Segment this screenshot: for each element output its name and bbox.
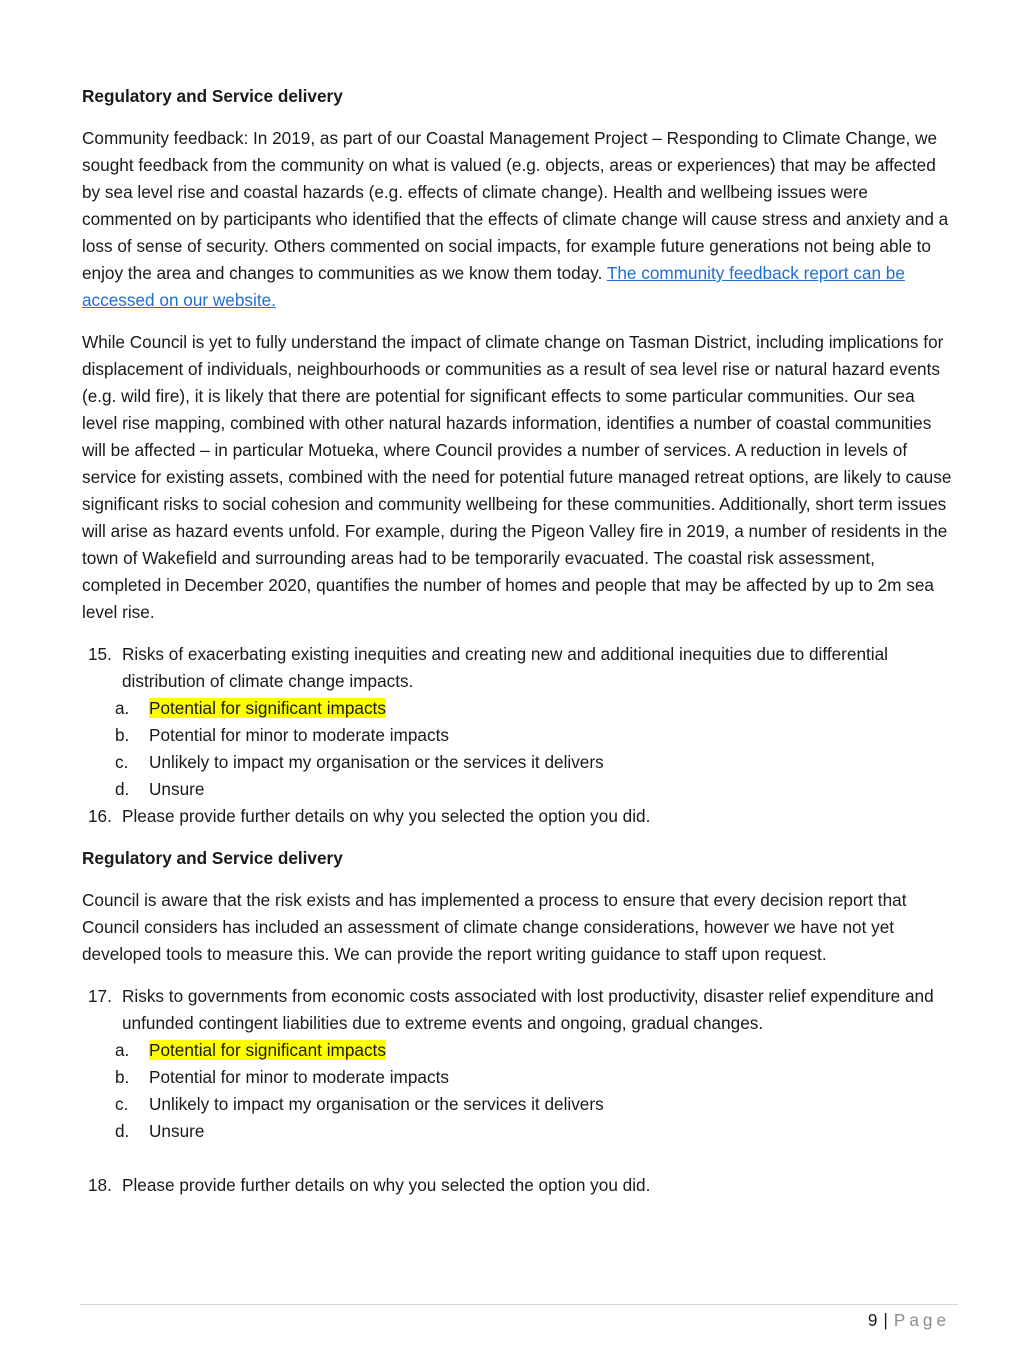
option-letter: b. bbox=[115, 725, 130, 745]
question-16 bbox=[82, 803, 952, 830]
option-text: Unsure bbox=[149, 1121, 205, 1141]
page-content bbox=[82, 83, 952, 1199]
community-feedback-paragraph bbox=[82, 125, 952, 314]
question-18 bbox=[82, 1172, 952, 1199]
question-number: 17. bbox=[88, 986, 112, 1006]
option-text: Potential for minor to moderate impacts bbox=[149, 1067, 449, 1087]
council-awareness-paragraph: Council is aware that the risk exists and has implemented a process to ensure that every decision report that Council considers has included an assessment of climate change considerations, however we have not yet developed tools to measure this. We can provide the report writing guidance to staff upon request. bbox=[82, 890, 907, 964]
question-text: Please provide further details on why you selected the option you did. bbox=[122, 806, 651, 826]
question-15-option-a[interactable] bbox=[82, 695, 952, 722]
option-text: Unlikely to impact my organisation or the services it delivers bbox=[149, 1094, 604, 1114]
page-label: Page bbox=[893, 1310, 950, 1330]
question-17 bbox=[82, 983, 952, 1037]
option-letter: a. bbox=[115, 698, 130, 718]
option-text: Potential for minor to moderate impacts bbox=[149, 725, 449, 745]
option-letter: b. bbox=[115, 1067, 130, 1087]
option-text-selected: Potential for significant impacts bbox=[149, 698, 386, 718]
question-15-option-d[interactable] bbox=[82, 776, 952, 803]
question-17-option-c[interactable] bbox=[82, 1091, 952, 1118]
page-number: 9 bbox=[867, 1310, 878, 1330]
question-15-option-b[interactable] bbox=[82, 722, 952, 749]
climate-impact-paragraph: While Council is yet to fully understand the impact of climate change on Tasman District, including implications for displacement of individuals, neighbourhoods or communities as a result of sea level rise or natural hazard events (e.g. wild fire), it is likely that there are potential for significant effects to some particular communities. Our sea level rise mapping, combined with other natural hazards information, identifies a number of coastal communities will be affected – in particular Motueka, where Council provides a number of services. A reduction in levels of service for existing assets, combined with the need for potential future managed retreat options, are likely to cause significant risks to social cohesion and community wellbeing for these communities. Additionally, short term issues will arise as hazard events unfold. For example, during the Pigeon Valley fire in 2019, a number of residents in the town of Wakefield and surrounding areas had to be temporarily evacuated. The coastal risk assessment, completed in December 2020, quantifies the number of homes and people that may be affected by up to 2m sea level rise. bbox=[82, 332, 952, 622]
spacer bbox=[82, 830, 952, 845]
community-feedback-text: Community feedback: In 2019, as part of our Coastal Management Project – Responding to Climate Change, we sought feedback from the community on what is valued (e.g. objects, areas or experiences) that may be affected by sea level rise and coastal hazards (e.g. effects of climate change). Health and wellbeing issues were commented on by participants who identified that the effects of climate change will cause stress and anxiety and a loss of sense of security. Others commented on social impacts, for example future generations not being able to enjoy the area and changes to communities as we know them today. bbox=[82, 128, 949, 283]
question-15-option-c[interactable] bbox=[82, 749, 952, 776]
option-letter: c. bbox=[115, 1094, 129, 1114]
option-text-selected: Potential for significant impacts bbox=[149, 1040, 386, 1060]
question-17-option-d[interactable] bbox=[82, 1118, 952, 1145]
question-text: Please provide further details on why you selected the option you did. bbox=[122, 1175, 651, 1195]
question-number: 16. bbox=[88, 806, 112, 826]
question-text: Risks to governments from economic costs associated with lost productivity, disaster relief expenditure and unfunded contingent liabilities due to extreme events and ongoing, gradual changes. bbox=[122, 986, 934, 1033]
page-footer bbox=[868, 1307, 950, 1334]
footer-divider bbox=[80, 1304, 958, 1305]
community-feedback-report-link[interactable]: The community feedback report can be accessed on our website. bbox=[82, 263, 905, 310]
question-text: Risks of exacerbating existing inequities and creating new and additional inequities due to differential distribution of climate change impacts. bbox=[122, 644, 888, 691]
section-heading: Regulatory and Service delivery bbox=[82, 86, 343, 106]
question-number: 18. bbox=[88, 1175, 112, 1195]
section-heading: Regulatory and Service delivery bbox=[82, 848, 343, 868]
option-letter: a. bbox=[115, 1040, 130, 1060]
question-15 bbox=[82, 641, 952, 695]
option-text: Unsure bbox=[149, 779, 205, 799]
question-number: 15. bbox=[88, 644, 112, 664]
footer-separator: | bbox=[883, 1310, 888, 1330]
option-letter: d. bbox=[115, 1121, 130, 1141]
option-text: Unlikely to impact my organisation or the services it delivers bbox=[149, 752, 604, 772]
question-17-option-b[interactable] bbox=[82, 1064, 952, 1091]
question-17-option-a[interactable] bbox=[82, 1037, 952, 1064]
spacer bbox=[82, 1145, 952, 1172]
option-letter: c. bbox=[115, 752, 129, 772]
option-letter: d. bbox=[115, 779, 130, 799]
